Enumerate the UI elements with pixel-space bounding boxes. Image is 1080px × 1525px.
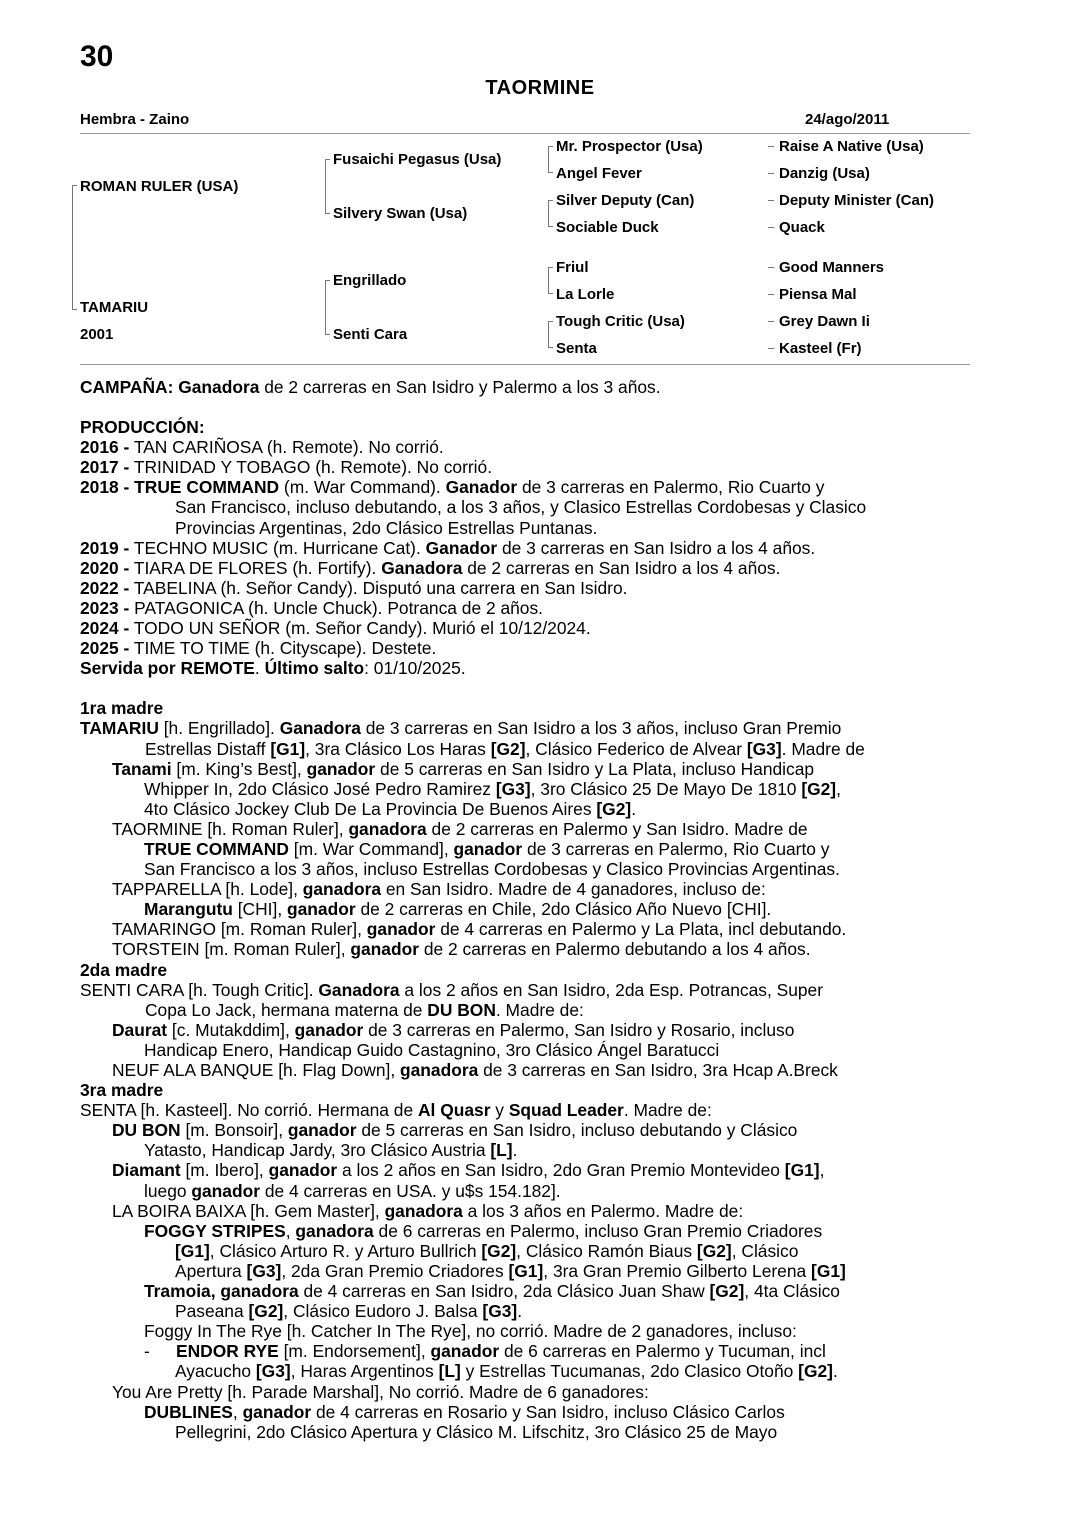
dam-text: SENTI CARA [h. Tough Critic]. <box>80 979 319 1000</box>
horse-name: TAORMINE <box>485 77 595 99</box>
dam-text: a los 2 años en San Isidro, 2do Gran Premio Montevideo <box>337 1160 785 1181</box>
dam-text: . <box>517 1301 523 1322</box>
gen2-tick-3 <box>325 280 330 281</box>
pedigree-gen4: Deputy Minister (Can) <box>779 192 935 209</box>
pedigree-gen4: Grey Dawn Ii <box>779 313 870 330</box>
grade-badge: [G2] <box>696 1240 732 1261</box>
dam-line <box>80 839 970 859</box>
win-word: ganador <box>191 1180 260 1201</box>
gen3-tick <box>548 293 553 294</box>
dam-line: Pellegrini, 2do Clásico Apertura y Clásico M. Lifschitz, 3ro Clásico 25 de Mayo <box>175 1421 778 1442</box>
dam-text: , 4ta Clásico <box>744 1281 840 1302</box>
production-item <box>80 558 970 578</box>
gen3-tick <box>548 347 553 348</box>
production-item-cont: Provincias Argentinas, 2do Clásico Estrellas Puntanas. <box>175 517 598 538</box>
dam-text: . Madre de <box>781 738 865 759</box>
win-word: Ganadora <box>381 557 463 578</box>
production-year: 2022 - <box>80 577 130 598</box>
gen4-dash <box>768 294 774 295</box>
produce-name: DU BON <box>427 999 496 1020</box>
dam-text: 4to Clásico Jockey Club De La Provincia De Buenos Aires <box>144 798 597 819</box>
dam-text: [m. Bonsoir], <box>180 1120 288 1141</box>
dam-text: Paseana <box>175 1301 249 1322</box>
dam-text: TAPPARELLA [h. Lode], <box>112 879 303 900</box>
dam-text: y <box>490 1100 509 1121</box>
gen3-bracket-1 <box>548 146 549 173</box>
production-year: 2016 - <box>80 437 130 458</box>
win-word: ganador <box>350 939 419 960</box>
dam-text: Estrellas Distaff <box>145 738 271 759</box>
top-rule <box>80 133 970 134</box>
production-year: 2023 - <box>80 597 130 618</box>
produce-name: Daurat <box>112 1019 168 1040</box>
dam-text: Whipper In, 2do Clásico José Pedro Ramirez <box>144 778 496 799</box>
production-item <box>80 638 970 658</box>
dam-line: You Are Pretty [h. Parade Marshal], No corrió. Madre de 6 ganadores: <box>112 1381 649 1402</box>
grade-badge: [G1] <box>811 1260 846 1281</box>
gen2-tick-2 <box>325 213 330 214</box>
grade-badge: [G2] <box>709 1281 745 1302</box>
pedigree-gen3: Friul <box>556 259 589 276</box>
dam-text: de 3 carreras en Palermo, San Isidro y Rosario, incluso <box>363 1019 795 1040</box>
production-text: de 2 carreras en San Isidro a los 4 años. <box>462 557 781 578</box>
dam-text: [m. Endorsement], <box>278 1341 431 1362</box>
gen2-bracket-1 <box>325 159 326 214</box>
produce-name: Tramoia, ganadora <box>144 1281 299 1302</box>
win-word: ganadora <box>384 1200 463 1221</box>
production-text: TIME TO TIME (h. Cityscape). Destete. <box>129 638 437 659</box>
birth-date: 24/ago/2011 <box>805 111 890 128</box>
grade-badge: [L] <box>438 1361 461 1382</box>
dam-line <box>80 819 970 839</box>
dam-line <box>80 718 970 738</box>
dam-line <box>80 1201 970 1221</box>
pedigree-bottom-rule <box>80 364 970 365</box>
dam-text: de 5 carreras en San Isidro y La Plata, incluso Handicap <box>375 758 815 779</box>
grade-badge: [G2] <box>490 738 526 759</box>
dam-text: de 3 carreras en San Isidro a los 3 años, incluso Gran Premio <box>360 718 842 739</box>
gen3-bracket-4 <box>548 321 549 348</box>
dam-text: TORSTEIN [m. Roman Ruler], <box>112 939 351 960</box>
dam-text: [CHI], <box>232 899 287 920</box>
win-word: ganadora <box>348 818 427 839</box>
dam-text: , 3ra Gran Premio Gilberto Lerena <box>543 1260 812 1281</box>
dam-line: San Francisco a los 3 años, incluso Estrellas Cordobesas y Clasico Provincias Argentinas. <box>144 859 840 880</box>
dam-text: Ayacucho <box>175 1361 256 1382</box>
dam-text: , Clásico Eudoro J. Balsa <box>283 1301 483 1322</box>
dam-text: . Madre de: <box>623 1100 712 1121</box>
dam-tick <box>72 309 77 310</box>
dam-text: [h. Engrillado]. <box>158 718 280 739</box>
win-word: Ganadora <box>279 718 361 739</box>
dam-line <box>80 799 970 819</box>
win-word: ganadora <box>295 1220 374 1241</box>
dam-text: a los 2 años en San Isidro, 2da Esp. Potrancas, Super <box>399 979 824 1000</box>
sex-color: Hembra - Zaino <box>80 111 190 128</box>
gen3-tick <box>548 172 553 173</box>
pedigree-gen2: Senti Cara <box>333 326 408 343</box>
pedigree-gen4: Piensa Mal <box>779 286 857 303</box>
dam-text: [m. Ibero], <box>180 1160 269 1181</box>
production-text: TODO UN SEÑOR (m. Señor Candy). Murió el 10/12/2024. <box>129 618 591 639</box>
dam-line <box>80 1100 970 1120</box>
produce-name: Squad Leader <box>508 1100 624 1121</box>
served-label: Servida por <box>80 658 181 679</box>
production-text: TIARA DE FLORES (h. Fortify). <box>129 557 382 578</box>
pedigree-gen3: Senta <box>556 340 597 357</box>
dam-line <box>80 939 970 959</box>
production-text: TABELINA (h. Señor Candy). Disputó una carrera en San Isidro. <box>129 577 628 598</box>
gen4-dash <box>768 267 774 268</box>
production-text: de 3 carreras en San Isidro a los 4 años. <box>497 537 816 558</box>
produce-name: DU BON <box>112 1120 181 1141</box>
pedigree-gen3: Angel Fever <box>556 165 642 182</box>
production-text: TAN CARIÑOSA (h. Remote). No corrió. <box>129 437 444 458</box>
campaign-label: CAMPAÑA: <box>80 377 174 397</box>
grade-badge: [L] <box>490 1140 513 1161</box>
pedigree-gen2: Silvery Swan (Usa) <box>333 205 468 222</box>
win-word: Ganador <box>425 537 498 558</box>
pedigree-gen3: Sociable Duck <box>556 219 659 236</box>
production-year: 2017 - <box>80 457 130 478</box>
dam-text: de 3 carreras en San Isidro, 3ra Hcap A.Breck <box>478 1060 838 1080</box>
grade-badge: [G3] <box>746 738 782 759</box>
gen4-dash <box>768 146 774 147</box>
production-year: 2020 - <box>80 557 130 578</box>
first-dam-title: 1ra madre <box>80 698 164 719</box>
win-word: ganadora <box>302 879 382 900</box>
pedigree-gen4: Danzig (Usa) <box>779 165 870 182</box>
produce-name: ENDOR RYE <box>176 1341 279 1362</box>
dam-text: , 3ro Clásico 25 De Mayo De 1810 <box>530 778 802 799</box>
dam-text: , Clásico <box>731 1240 799 1261</box>
grade-badge: [G2] <box>248 1301 284 1322</box>
dam-text: , Clásico Federico de Alvear <box>525 738 747 759</box>
dam-text: TAMARINGO [m. Roman Ruler], <box>112 919 367 940</box>
pedigree-gen4: Good Manners <box>779 259 885 276</box>
production-text: TECHNO MUSIC (m. Hurricane Cat). <box>129 537 426 558</box>
last-cover-label: Último salto <box>264 658 365 679</box>
foal-name: TRUE COMMAND <box>134 477 280 498</box>
dam-text: de 4 carreras en Palermo y La Plata, incl debutando. <box>435 919 847 940</box>
gen4-dash <box>768 348 774 349</box>
gen4-dash <box>768 227 774 228</box>
dam-text: [m. War Command], <box>288 838 454 859</box>
dam-text: , Haras Argentinos <box>290 1361 439 1382</box>
win-word: ganador <box>306 758 376 779</box>
dam-text: Yatasto, Handicap Jardy, 3ro Clásico Austria <box>144 1140 491 1161</box>
win-word: ganador <box>287 899 356 920</box>
grade-badge: [G1] <box>784 1160 820 1181</box>
grade-badge: [G2] <box>481 1240 517 1261</box>
pedigree-gen2: Fusaichi Pegasus (Usa) <box>333 151 502 168</box>
produce-name: Al Quasr <box>417 1100 491 1121</box>
dam-line <box>80 1160 970 1180</box>
gen4-dash <box>768 321 774 322</box>
dam-line <box>80 1221 970 1241</box>
last-cover-date: : 01/10/2025. <box>364 658 466 679</box>
dam-text: SENTA [h. Kasteel]. No corrió. Hermana de <box>80 1100 418 1121</box>
production-text: TRINIDAD Y TOBAGO (h. Remote). No corrió. <box>129 457 493 478</box>
win-word: ganador <box>268 1160 338 1181</box>
win-word: ganador <box>366 919 436 940</box>
dam-line <box>80 759 970 779</box>
grade-badge: [G3] <box>255 1361 291 1382</box>
gen2-tick-4 <box>325 334 330 335</box>
gen3-bracket-2 <box>548 200 549 227</box>
pedigree-gen3: Tough Critic (Usa) <box>556 313 685 330</box>
pedigree-gen3: Mr. Prospector (Usa) <box>556 138 703 155</box>
dam-text: , <box>836 778 841 799</box>
dam-text: Apertura <box>175 1260 247 1281</box>
production-year: 2024 - <box>80 618 130 639</box>
production-text: de 3 carreras en Palermo, Rio Cuarto y <box>517 477 825 498</box>
dam-text: NEUF ALA BANQUE [h. Flag Down], <box>112 1060 401 1080</box>
production-text: PATAGONICA (h. Uncle Chuck). Potranca de 2 años. <box>129 597 543 618</box>
dam-text: , <box>819 1160 825 1181</box>
pedigree-gen3: La Lorle <box>556 286 615 303</box>
production-title: PRODUCCIÓN: <box>80 417 205 438</box>
sire-tick <box>72 185 77 186</box>
production-year: 2025 - <box>80 638 130 659</box>
dam-text: de 6 carreras en Palermo y Tucuman, incl <box>499 1341 826 1362</box>
gen2-bracket-2 <box>325 280 326 335</box>
dam-line <box>80 1140 970 1160</box>
dam-line: Handicap Enero, Handicap Guido Castagnino, 3ro Clásico Ángel Baratucci <box>144 1039 720 1060</box>
pedigree-gen4: Kasteel (Fr) <box>779 340 862 357</box>
win-word: ganador <box>294 1019 364 1040</box>
dam-text: . <box>631 798 637 819</box>
dam-line <box>80 1181 970 1201</box>
dam-text: de 3 carreras en Palermo, Rio Cuarto y <box>522 838 830 859</box>
dam-text: de 6 carreras en Palermo, incluso Gran Premio Criadores <box>373 1220 823 1241</box>
dam-text: , 2da Gran Premio Criadores <box>281 1260 509 1281</box>
production-item <box>80 437 970 457</box>
gen3-tick <box>548 226 553 227</box>
production-item-cont: San Francisco, incluso debutando, a los 3 años, y Clasico Estrellas Cordobesas y Clasico <box>175 497 867 518</box>
dam-text: , Clásico Ramón Biaus <box>516 1240 697 1261</box>
list-dash: - <box>144 1341 150 1362</box>
dam-text: . <box>512 1140 518 1161</box>
gen2-tick-1 <box>325 159 330 160</box>
campaign-text: de 2 carreras en San Isidro y Palermo a los 3 años. <box>259 377 661 397</box>
dam-text: de 5 carreras en San Isidro, incluso debutando y Clásico <box>356 1120 798 1141</box>
production-text: (m. War Command). <box>279 477 446 498</box>
dam-line <box>80 879 970 899</box>
pedigree-dam: TAMARIU <box>80 299 149 316</box>
dam-text: [m. King’s Best], <box>171 758 307 779</box>
dam-name: TAMARIU <box>80 718 159 739</box>
grade-badge: [G2] <box>801 778 837 799</box>
win-word: Ganador <box>445 477 518 498</box>
dam-line <box>80 1020 970 1040</box>
dam-text: de 2 carreras en Palermo y San Isidro. Madre de <box>426 818 808 839</box>
grade-badge: [G1] <box>508 1260 544 1281</box>
dam-text: de 2 carreras en Palermo debutando a los 4 años. <box>418 939 811 960</box>
produce-name: Diamant <box>112 1160 181 1181</box>
third-dam-title: 3ra madre <box>80 1080 164 1101</box>
dam-text: . Madre de: <box>495 999 584 1020</box>
pedigree-gen4: Raise A Native (Usa) <box>779 138 924 155</box>
campaign-win: Ganadora <box>178 377 260 397</box>
produce-name: Marangutu <box>144 899 233 920</box>
pedigree-dam-year: 2001 <box>80 326 114 343</box>
production-item <box>80 618 970 638</box>
dam-line <box>80 980 970 1000</box>
produce-name: Tanami <box>112 758 172 779</box>
win-word: ganador <box>430 1341 500 1362</box>
gen3-tick <box>548 146 553 147</box>
produce-name: TRUE COMMAND <box>144 838 289 859</box>
win-word: ganador <box>287 1120 357 1141</box>
served-sep: . <box>254 658 265 679</box>
production-year: 2018 - <box>80 477 130 498</box>
dam-line <box>80 899 970 919</box>
dam-text: de 4 carreras en San Isidro, 2da Clásico Juan Shaw <box>298 1281 710 1302</box>
pedigree-gen2: Engrillado <box>333 272 407 289</box>
production-item <box>80 538 970 558</box>
gen3-tick <box>548 321 553 322</box>
pedigree-sire: ROMAN RULER (USA) <box>80 178 239 195</box>
dam-text: , <box>232 1401 243 1422</box>
pedigree-gen3: Silver Deputy (Can) <box>556 192 695 209</box>
dam-line <box>80 1361 970 1381</box>
dam-text: LA BOIRA BAIXA [h. Gem Master], <box>112 1200 385 1221</box>
production-item <box>80 477 970 497</box>
dam-text: , 3ra Clásico Los Haras <box>305 738 491 759</box>
second-dam-title: 2da madre <box>80 959 167 980</box>
dam-line: Foggy In The Rye [h. Catcher In The Rye], no corrió. Madre de 2 ganadores, incluso: <box>144 1321 797 1342</box>
catalog-body <box>80 377 970 1442</box>
lot-number: 30 <box>80 40 114 73</box>
dam-text: a los 3 años en Palermo. Madre de: <box>462 1200 744 1221</box>
campaign <box>80 377 970 397</box>
dam-text: , Clásico Arturo R. y Arturo Bullrich <box>209 1240 482 1261</box>
dam-text: , <box>285 1220 296 1241</box>
grade-badge: [G1] <box>175 1240 210 1261</box>
win-word: ganadora <box>400 1060 479 1080</box>
win-word: ganador <box>242 1401 312 1422</box>
dam-text: Copa Lo Jack, hermana materna de <box>145 999 428 1020</box>
win-word: Ganadora <box>318 979 400 1000</box>
dam-text: de 4 carreras en Rosario y San Isidro, incluso Clásico Carlos <box>311 1401 785 1422</box>
production-item <box>80 578 970 598</box>
dam-text: en San Isidro. Madre de 4 ganadores, incluso de: <box>381 879 766 900</box>
dam-line <box>80 1060 970 1080</box>
grade-badge: [G3] <box>482 1301 518 1322</box>
dam-line <box>80 1341 970 1361</box>
dam-text: [c. Mutakddim], <box>167 1019 295 1040</box>
dam-line <box>80 1241 970 1261</box>
dam-line <box>80 739 970 759</box>
grade-badge: [G3] <box>246 1260 282 1281</box>
served-stallion: REMOTE <box>180 658 255 679</box>
produce-name: DUBLINES <box>144 1401 233 1422</box>
gen4-dash <box>768 173 774 174</box>
production-item <box>80 457 970 477</box>
dam-text: de 2 carreras en Chile, 2do Clásico Año Nuevo [CHI]. <box>355 899 772 920</box>
dam-line <box>80 919 970 939</box>
dam-line <box>80 779 970 799</box>
dam-line <box>80 1301 970 1321</box>
production-year: 2019 - <box>80 537 130 558</box>
dam-line <box>80 1120 970 1140</box>
dam-text: TAORMINE [h. Roman Ruler], <box>112 818 349 839</box>
gen4-dash <box>768 200 774 201</box>
dam-line <box>80 1402 970 1422</box>
sire-bracket <box>72 185 73 310</box>
pedigree-gen4: Quack <box>779 219 825 236</box>
gen3-tick <box>548 200 553 201</box>
production-item <box>80 598 970 618</box>
dam-text: de 4 carreras en USA. y u$s 154.182]. <box>260 1180 561 1201</box>
grade-badge: [G1] <box>270 738 306 759</box>
dam-text: luego <box>144 1180 192 1201</box>
dam-line <box>80 1261 970 1281</box>
grade-badge: [G2] <box>798 1361 833 1382</box>
win-word: ganador <box>453 838 523 859</box>
grade-badge: [G2] <box>596 798 632 819</box>
gen3-bracket-3 <box>548 267 549 294</box>
dam-text: y Estrellas Tucumanas, 2do Clasico Otoño <box>460 1361 799 1382</box>
dam-line <box>80 1000 970 1020</box>
served-by <box>80 658 970 678</box>
gen3-tick <box>548 267 553 268</box>
dam-line <box>80 1281 970 1301</box>
dam-text: . <box>832 1361 838 1382</box>
produce-name: FOGGY STRIPES <box>144 1220 286 1241</box>
grade-badge: [G3] <box>495 778 531 799</box>
